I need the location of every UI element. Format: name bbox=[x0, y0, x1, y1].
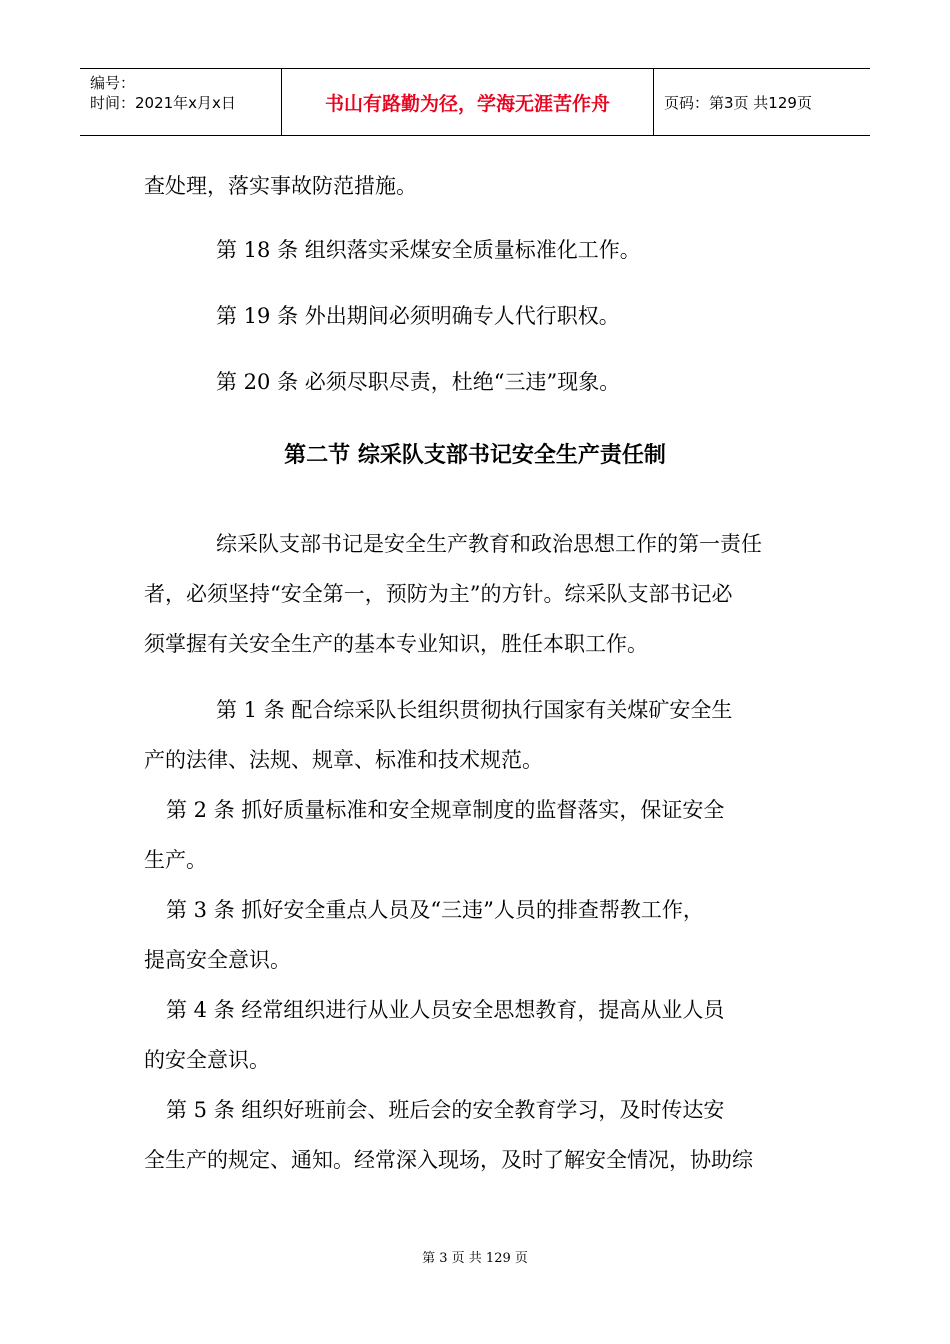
article-4-continued: 的安全意识。 bbox=[144, 1048, 270, 1072]
intro-paragraph-line: 者，必须坚持“安全第一，预防为主”的方针。综采队支部书记必 bbox=[144, 582, 733, 606]
intro-paragraph-line: 须掌握有关安全生产的基本专业知识，胜任本职工作。 bbox=[144, 632, 648, 656]
article-20: 第 20 条 必须尽职尽责，杜绝“三违”现象。 bbox=[216, 370, 621, 394]
article-3-continued: 提高安全意识。 bbox=[144, 948, 291, 972]
document-time: 时间：2021年x月x日 bbox=[90, 94, 236, 112]
article-5-continued: 全生产的规定、通知。经常深入现场，及时了解安全情况，协助综 bbox=[144, 1148, 753, 1172]
article-18: 第 18 条 组织落实采煤安全质量标准化工作。 bbox=[216, 238, 641, 262]
section-title: 第二节 综采队支部书记安全生产责任制 bbox=[284, 443, 666, 468]
article-1-continued: 产的法律、法规、规章、标准和技术规范。 bbox=[144, 748, 543, 772]
header-page-info: 页码：第3页 共129页 bbox=[664, 93, 812, 112]
document-header bbox=[80, 68, 870, 136]
article-19: 第 19 条 外出期间必须明确专人代行职权。 bbox=[216, 304, 620, 328]
article-4: 第 4 条 经常组织进行从业人员安全思想教育，提高从业人员 bbox=[166, 998, 725, 1022]
header-meta-cell bbox=[80, 69, 282, 135]
intro-paragraph-line: 综采队支部书记是安全生产教育和政治思想工作的第一责任 bbox=[216, 532, 762, 556]
article-3: 第 3 条 抓好安全重点人员及“三违”人员的排查帮教工作， bbox=[166, 898, 704, 922]
header-motto: 书山有路勤为径，学海无涯苦作舟 bbox=[282, 69, 654, 135]
document-number-label: 编号： bbox=[90, 74, 136, 92]
body-line: 查处理，落实事故防范措施。 bbox=[144, 174, 417, 198]
article-2: 第 2 条 抓好质量标准和安全规章制度的监督落实，保证安全 bbox=[166, 798, 725, 822]
article-2-continued: 生产。 bbox=[144, 848, 207, 872]
page-footer: 第 3 页 共 129 页 bbox=[422, 1251, 528, 1266]
article-1: 第 1 条 配合综采队长组织贯彻执行国家有关煤矿安全生 bbox=[216, 698, 733, 722]
article-5: 第 5 条 组织好班前会、班后会的安全教育学习，及时传达安 bbox=[166, 1098, 725, 1122]
